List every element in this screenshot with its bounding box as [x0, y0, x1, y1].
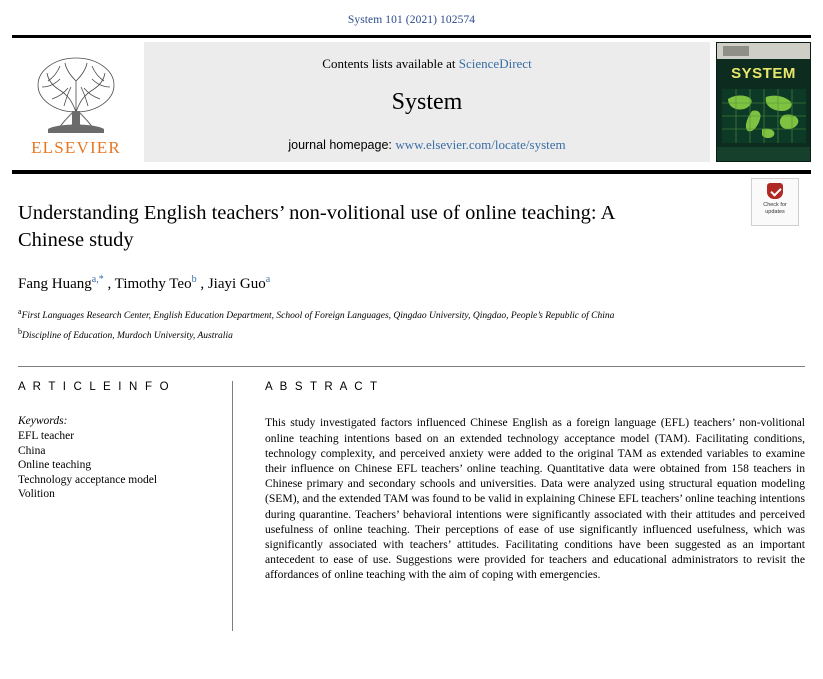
keywords-list — [18, 429, 220, 502]
journal-cover-image — [716, 42, 811, 162]
elsevier-tree-icon — [28, 51, 124, 137]
homepage-link[interactable]: www.elsevier.com/locate/system — [395, 136, 566, 152]
cover-title: SYSTEM — [731, 65, 796, 82]
affiliation-mark: a — [18, 307, 22, 316]
crossmark-line2: updates — [765, 209, 785, 215]
abstract-heading: A B S T R A C T — [265, 381, 380, 394]
keyword-item: Volition — [18, 488, 55, 501]
masthead-bottom-rule — [12, 170, 811, 174]
affiliation-text: First Languages Research Center, English Education Department, School of Foreign Languages, Qingdao University, Qingdao, People’s Republic of China — [21, 311, 615, 322]
keywords-label: Keywords: — [18, 415, 68, 428]
elsevier-logo — [12, 38, 140, 166]
author-list — [18, 274, 805, 293]
cover-footer-band — [717, 147, 810, 161]
article-info-column — [18, 381, 233, 631]
affiliation-block — [18, 306, 805, 342]
masthead-center — [144, 42, 710, 162]
running-head: System 101 (2021) 102574 — [347, 14, 476, 26]
author-name: Fang Huang — [18, 276, 92, 292]
journal-title: System — [391, 88, 463, 115]
cover-header-band — [717, 43, 810, 59]
abstract-column — [233, 381, 805, 631]
info-abstract-columns — [18, 381, 805, 631]
contents-prefix: Contents lists available at — [322, 55, 459, 71]
affiliation-text: Discipline of Education, Murdoch University, Australia — [22, 330, 233, 341]
keyword-item: Technology acceptance model — [18, 473, 158, 486]
sciencedirect-link[interactable]: ScienceDirect — [458, 55, 532, 71]
crossmark-icon — [767, 183, 783, 199]
contents-line — [322, 56, 531, 72]
globe-icon — [722, 89, 806, 143]
title-block — [18, 200, 805, 342]
author-name: , Timothy Teo — [107, 276, 192, 292]
keyword-item: China — [18, 444, 46, 457]
abstract-text: This study investigated factors influenced Chinese English as a foreign language (EFL) teachers’ non-volitional online teaching intentions based on an extended technology acceptance model (TAM). Facilitating conditions, technology complexity, and perceived anxiety were added to the original TAM as extended variables to examine their influence on Chinese EFL teachers’ online teaching. Quantitative data were obtained from 158 teachers in Chinese primary and secondary schools and universities. Data were analyzed using structural equation modeling (SEM), and the extended TAM was found to be valid in explaining Chinese EFL teachers’ online teaching intentions during quarantine. Teachers’ behavioral intentions were significantly associated with their attitudes and perceived usefulness of online teaching. Their perceptions of ease of use significantly influenced usefulness, which was significantly associated with teachers’ attitudes. Facilitating conditions have been suggested as an important antecedent to ease of use. Suggestions were provided for teachers and educational administrators to revisit the affordances of online teaching with the aim of coping with emergencies. — [265, 416, 805, 582]
article-info-heading: A R T I C L E I N F O — [18, 381, 171, 394]
affiliation-mark: b — [18, 326, 22, 336]
author-mark[interactable]: b — [191, 274, 197, 285]
abstract-divider-rule — [18, 366, 805, 367]
affiliation-item — [18, 306, 805, 323]
author-name: , Jiayi Guo — [200, 276, 266, 292]
author-mark[interactable]: a,* — [91, 274, 104, 285]
author-mark[interactable]: a — [265, 274, 271, 285]
elsevier-wordmark: ELSEVIER — [31, 137, 121, 157]
keyword-item: EFL teacher — [18, 430, 75, 443]
crossmark-line1: Check for — [763, 202, 787, 208]
homepage-line — [288, 137, 565, 153]
affiliation-item — [18, 326, 805, 343]
keyword-item: Online teaching — [18, 459, 92, 472]
journal-masthead — [12, 38, 811, 166]
crossmark-badge[interactable] — [751, 178, 799, 226]
page-title: Understanding English teachers’ non-volitional use of online teaching: A Chinese study — [18, 202, 615, 251]
homepage-label: journal homepage: — [288, 137, 396, 152]
